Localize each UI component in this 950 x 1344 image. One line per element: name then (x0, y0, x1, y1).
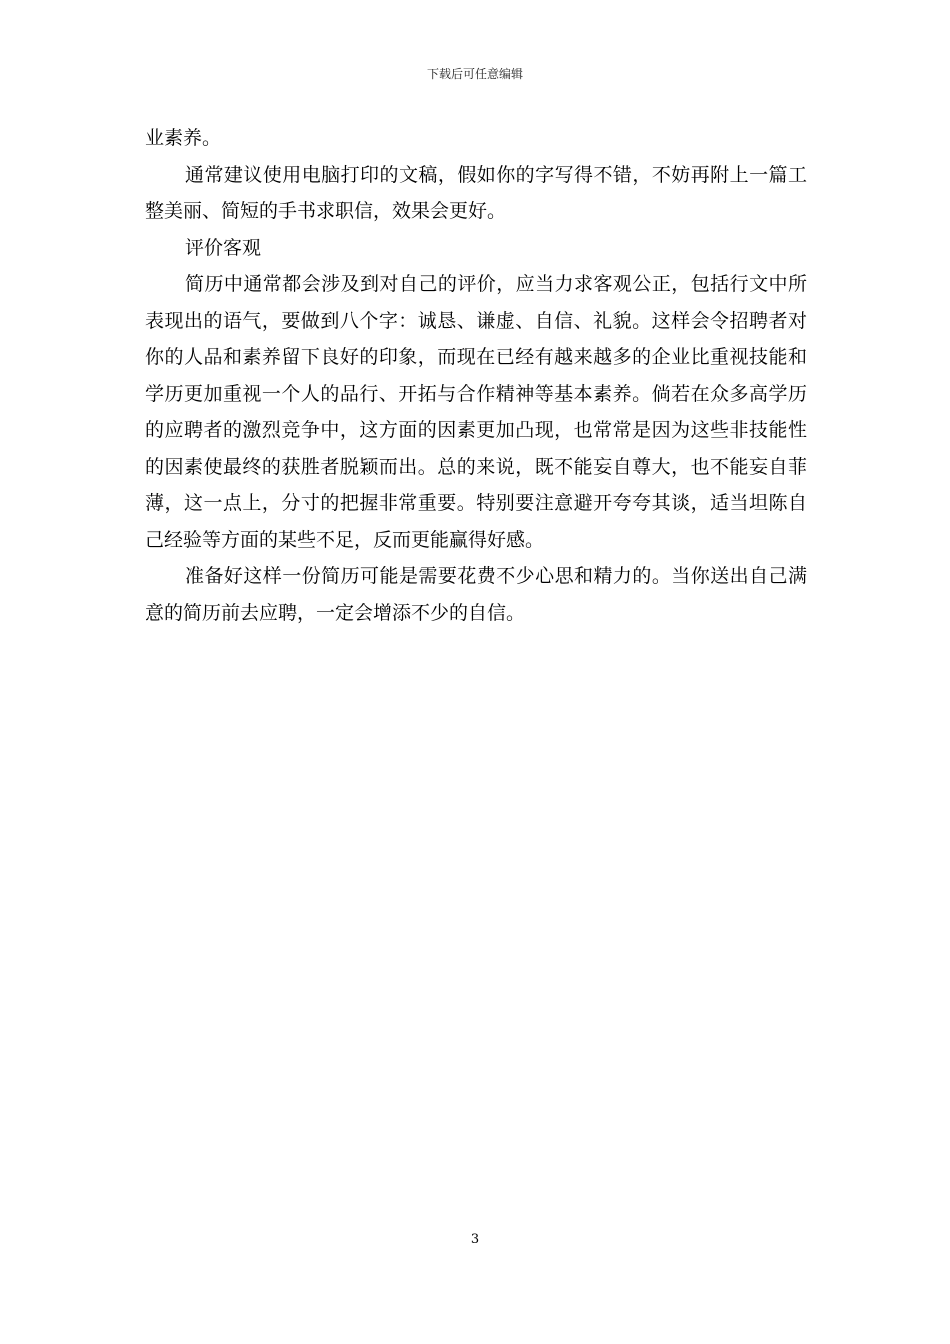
document-body (145, 120, 807, 631)
page-number: 3 (470, 1232, 480, 1247)
paragraph-conclusion: 准备好这样一份简历可能是需要花费不少心思和精力的。当你送出自己满意的简历前去应聘，一定会增添不少的自信。 (145, 565, 807, 624)
page-header: 下载后可任意编辑 (426, 67, 523, 81)
section-heading: 评价客观 (185, 236, 262, 259)
paragraph-self-evaluation: 简历中通常都会涉及到对自己的评价，应当力求客观公正，包括行文中所表现出的语气，要做到八个字：诚恳、谦虚、自信、礼貌。这样会令招聘者对你的人品和素养留下良好的印象，而现在已经有越来越多的企业比重视技能和学历更加重视一个人的品行、开拓与合作精神等基本素养。倘若在众多高学历的应聘者的激烈竞争中，这方面的因素更加凸现，也常常是因为这些非技能性的因素使最终的获胜者脱颖而出。总的来说，既不能妄自尊大，也不能妄自菲薄，这一点上，分寸的把握非常重要。特别要注意避开夸夸其谈，适当坦陈自己经验等方面的某些不足，反而更能赢得好感。 (145, 273, 807, 551)
paragraph-continuation: 业素养。 (145, 127, 222, 149)
paragraph-print-advice: 通常建议使用电脑打印的文稿，假如你的字写得不错，不妨再附上一篇工整美丽、简短的手书求职信，效果会更好。 (145, 163, 807, 222)
